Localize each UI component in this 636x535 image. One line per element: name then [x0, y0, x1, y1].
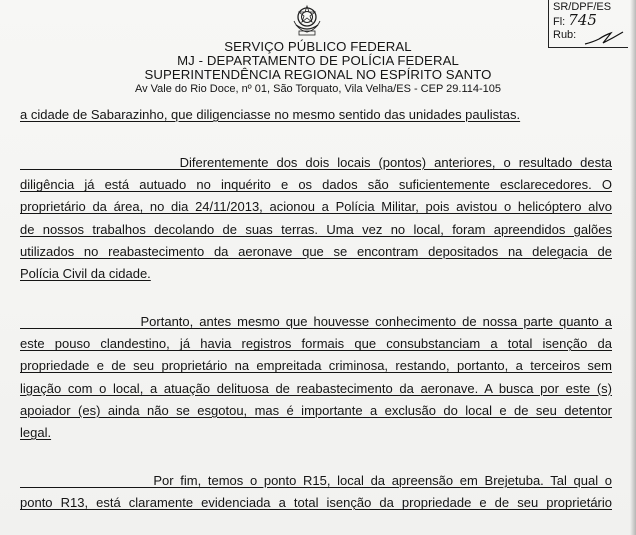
- text-line: este pouso clandestino, já havia registros formais que consubstanciam a total isenção da: [20, 336, 612, 352]
- text-line: Por fim, temos o ponto R15, local da apreensão em Brejetuba. Tal qual o: [20, 473, 612, 488]
- paragraph-3: [20, 470, 612, 514]
- stamp-unit: SR/DPF/ES: [553, 1, 612, 13]
- text-line: proprietário da área, no dia 24/11/2013, acionou a Polícia Militar, pois avistou o helicóptero alvo: [20, 199, 612, 215]
- paragraph-0: [20, 104, 612, 126]
- document-header: [0, 40, 636, 96]
- text-line: diligência já está autuado no inquérito e os dados são suficientemente esclarecedores. O: [20, 177, 612, 193]
- text-line: utilizados no reabastecimento da aeronave que se encontram depositados na delegacia de: [20, 243, 612, 259]
- stamp-fl-label: Fl:: [553, 16, 566, 28]
- text-line: a cidade de Sabarazinho, que diligenciasse no mesmo sentido das unidades paulistas.: [20, 107, 521, 122]
- text-line: Polícia Civil da cidade.: [20, 266, 151, 282]
- text-line: de nossos trabalhos decolando de suas terras. Uma vez no local, foram apreendidos galões: [20, 221, 612, 237]
- stamp-rub-label: Rub:: [553, 29, 577, 41]
- stamp-page-number: 745: [568, 11, 597, 29]
- text-line: legal.: [20, 425, 52, 441]
- text-line: Diferentemente dos dois locais (pontos) anteriores, o resultado desta: [20, 155, 612, 170]
- text-line: ponto R13, está claramente evidenciada a total isenção da propriedade e de seu proprietário: [20, 495, 612, 511]
- header-line-1: SERVIÇO PÚBLICO FEDERAL: [224, 39, 412, 54]
- text-line: propriedade e de seu proprietário na empreitada criminosa, restando, portanto, a terceiros sem: [20, 358, 612, 374]
- paragraph-2: [20, 311, 612, 444]
- brazil-coat-of-arms-icon: [290, 3, 324, 37]
- header-line-3: SUPERINTENDÊNCIA REGIONAL NO ESPÍRITO SANTO: [144, 67, 492, 82]
- text-line: apoiador (es) ainda não se esgotou, mas é importante a exclusão do local e de seu detentor: [20, 402, 612, 418]
- page-edge-shadow: [630, 0, 636, 535]
- header-address: Av Vale do Rio Doce, nº 01, São Torquato, Vila Velha/ES - CEP 29.114-105: [134, 83, 502, 95]
- text-line: ligação com o local, a atuação delituosa de reabastecimento da aeronave. A busca por este (s): [20, 380, 612, 396]
- header-line-2: MJ - DEPARTAMENTO DE POLÍCIA FEDERAL: [177, 53, 459, 68]
- paragraph-1: [20, 152, 612, 285]
- text-line: Portanto, antes mesmo que houvesse conhecimento de nossa parte quanto a: [20, 314, 612, 329]
